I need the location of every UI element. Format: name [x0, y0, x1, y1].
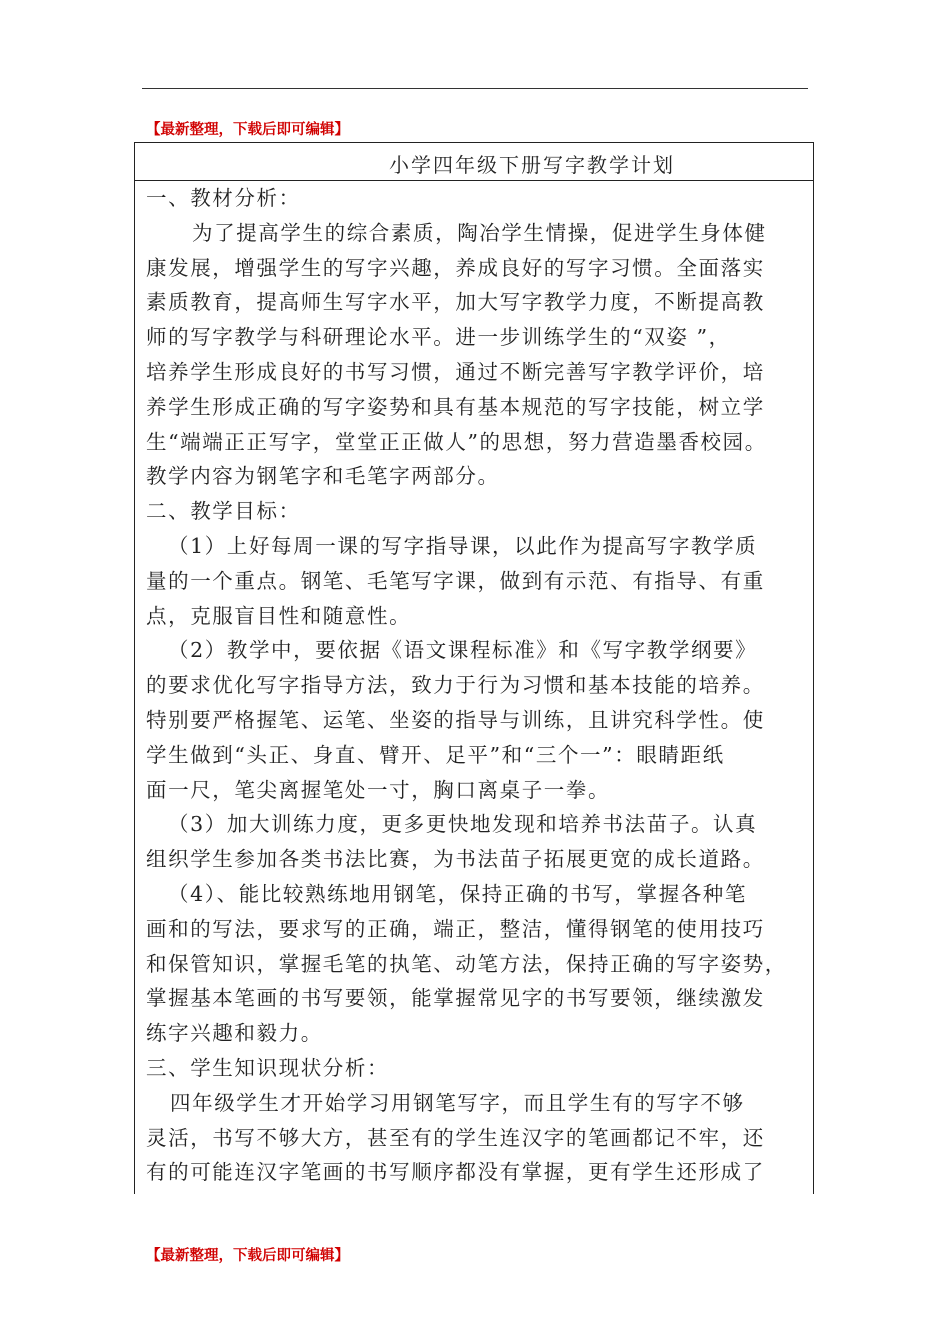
body-line: 特别要严格握笔、运笔、坐姿的指导与训练，且讲究科学性。使 [146, 708, 765, 732]
body-line: 素质教育，提高师生写字水平，加大写字教学力度，不断提高教 [146, 290, 765, 315]
body-line: 有的可能连汉字笔画的书写顺序都没有掌握，更有学生还形成了 [146, 1160, 765, 1185]
body-line: 掌握基本笔画的书写要领，能掌握常见字的书写要领，继续激发 [146, 986, 765, 1011]
body-line: 教学内容为钢笔字和毛笔字两部分。 [146, 464, 500, 489]
body-line: 组织学生参加各类书法比赛，为书法苗子拓展更宽的成长道路。 [146, 847, 765, 872]
body-line: 二、教学目标： [146, 499, 301, 524]
body-line: 量的一个重点。钢笔、毛笔写字课，做到有示范、有指导、有重 [146, 568, 765, 593]
body-line: 生“端端正正写字，堂堂正正做人”的思想，努力营造墨香校园。 [146, 429, 767, 454]
body-line: 点，克服盲目性和随意性。 [146, 603, 412, 628]
body-line: 练字兴趣和毅力。 [146, 1021, 323, 1046]
body-line: （4）、能比较熟练地用钢笔，保持正确的书写，掌握各种笔 [168, 882, 747, 906]
body-line: 养学生形成正确的写字姿势和具有基本规范的写字技能，树立学 [146, 394, 765, 419]
title-row [135, 143, 813, 181]
body-line: （1）上好每周一课的写字指导课，以此作为提高写字教学质 [168, 534, 758, 558]
body-line: 面一尺，笔尖离握笔处一寸，胸口离桌子一拳。 [146, 777, 611, 802]
header-rule [142, 88, 808, 89]
document-title: 小学四年级下册写字教学计划 [389, 153, 675, 177]
body-line: 画和的写法，要求写的正确，端正，整洁，懂得钢笔的使用技巧 [146, 916, 765, 941]
body-line: 学生做到“头正、身直、臂开、足平”和“三个一”：眼睛距纸 [146, 742, 725, 767]
body-line: 康发展，增强学生的写字兴趣，养成良好的写字习惯。全面落实 [146, 255, 765, 280]
body-line: （3）加大训练力度，更多更快地发现和培养书法苗子。认真 [168, 812, 758, 837]
body-line: 为了提高学生的综合素质，陶冶学生情操，促进学生身体健 [192, 220, 767, 245]
body-line: 师的写字教学与科研理论水平。进一步训练学生的“双姿 ”， [146, 325, 731, 350]
body-line: （2）教学中，要依据《语文课程标准》和《写字教学纲要》 [168, 638, 758, 663]
body-line: 和保管知识，掌握毛笔的执笔、动笔方法，保持正确的写字姿势， [146, 951, 787, 976]
body-line: 一、教材分析： [146, 186, 301, 210]
document-table [134, 142, 814, 1194]
header-note: 【最新整理，下载后即可编辑】 [146, 121, 349, 138]
footer-note: 【最新整理，下载后即可编辑】 [146, 1247, 349, 1264]
body-line: 四年级学生才开始学习用钢笔写字，而且学生有的写字不够 [170, 1090, 745, 1115]
body-line: 灵活，书写不够大方，甚至有的学生连汉字的笔画都记不牢，还 [146, 1125, 765, 1150]
body-line: 培养学生形成良好的书写习惯，通过不断完善写字教学评价，培 [146, 360, 765, 384]
body-line: 三、学生知识现状分析： [146, 1056, 390, 1080]
body-line: 的要求优化写字指导方法，致力于行为习惯和基本技能的培养。 [146, 673, 765, 698]
